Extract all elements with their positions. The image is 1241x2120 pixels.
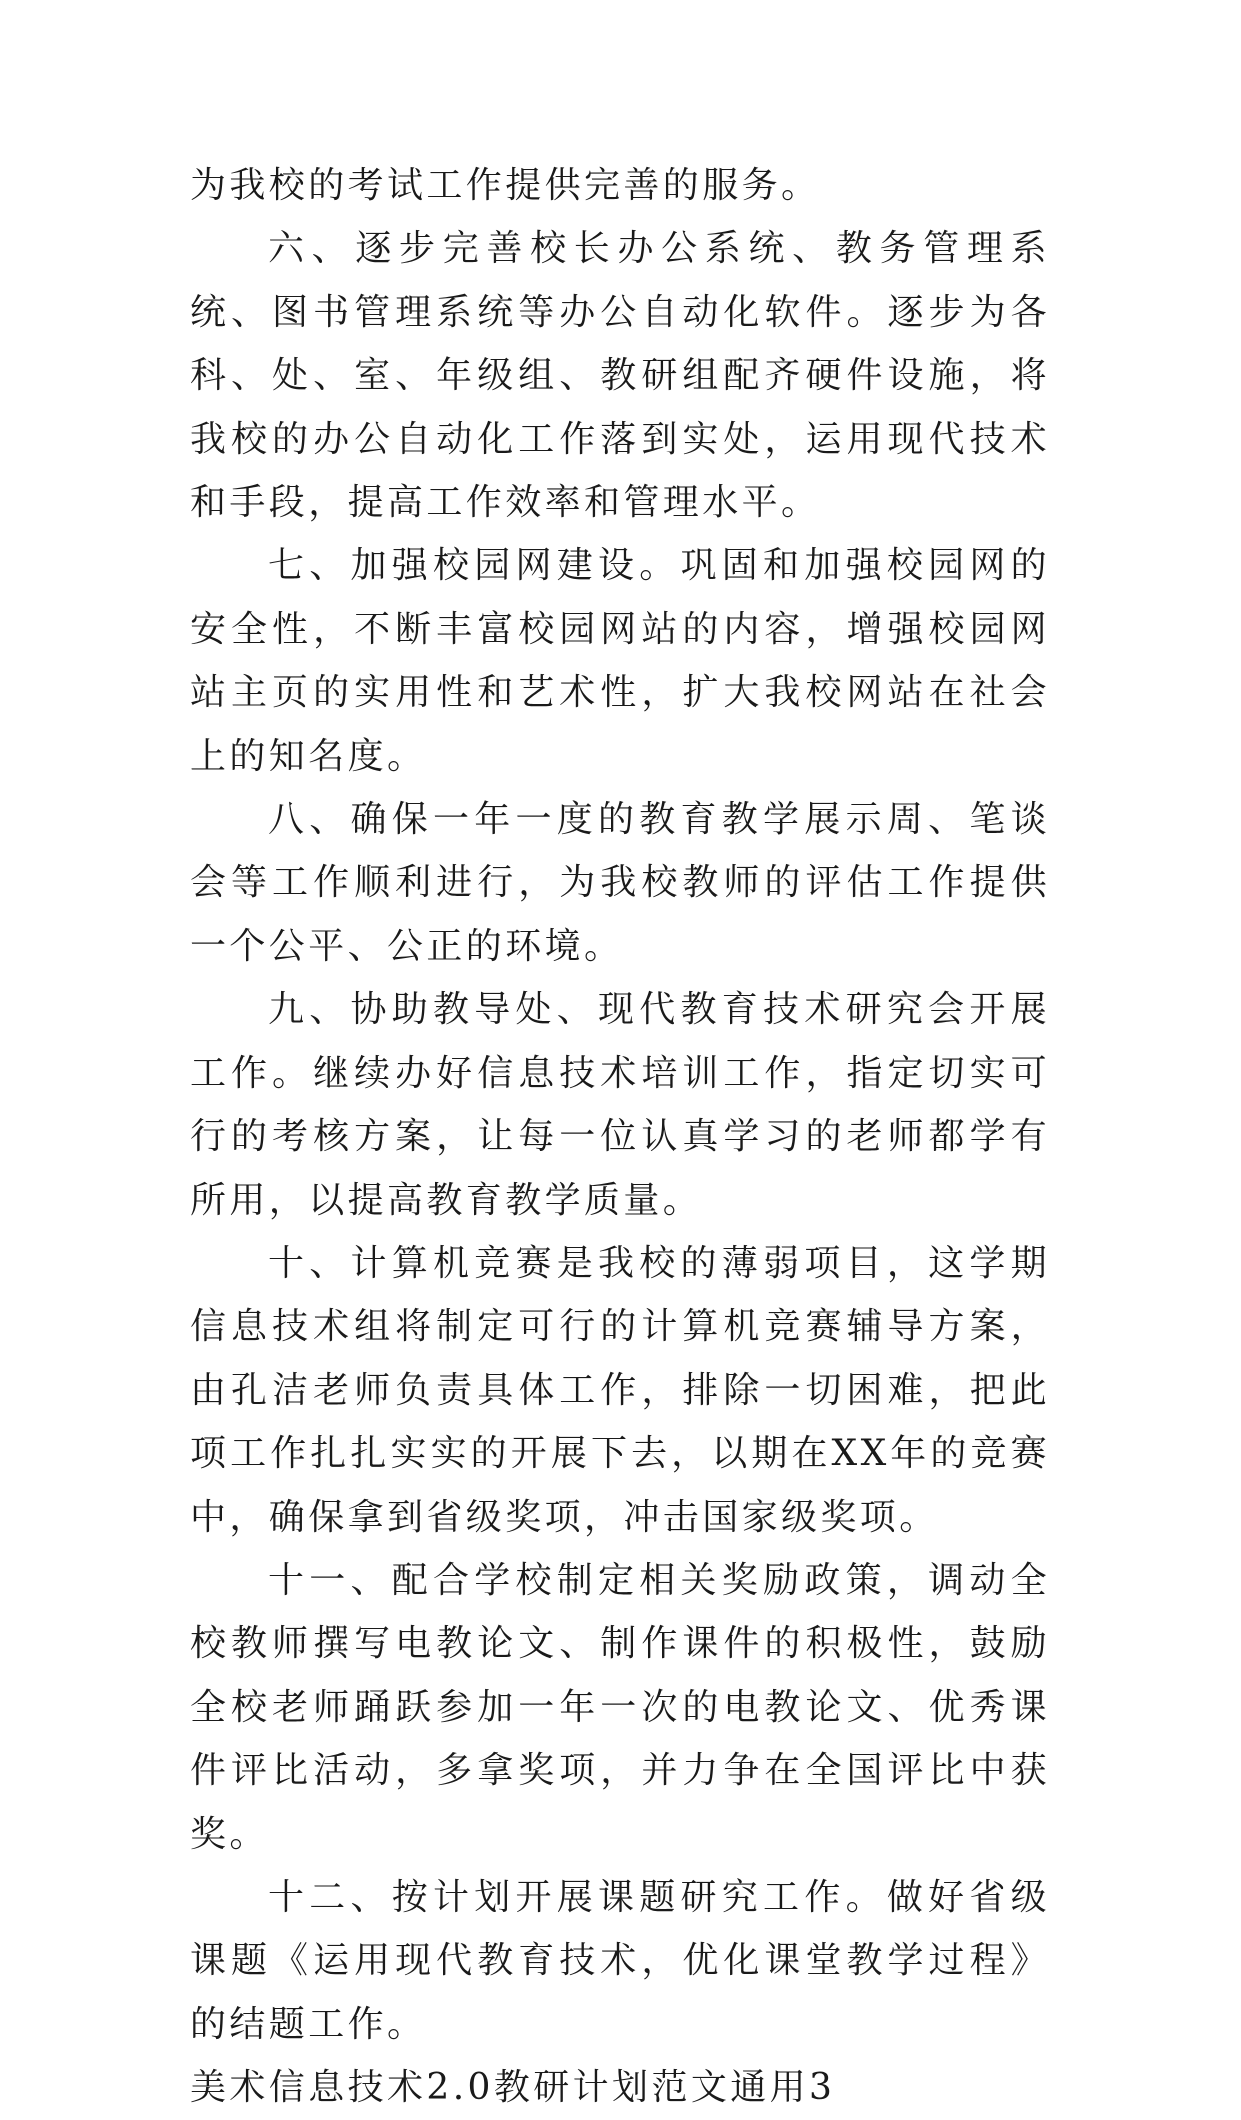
paragraph-5: 十、计算机竞赛是我校的薄弱项目，这学期信息技术组将制定可行的计算机竞赛辅导方案，由孔洁老师负责具体工作，排除一切困难，把此项工作扎扎实实的开展下去，以期在XX年的竞赛中，确保拿到省级奖项，冲击国家级奖项。 xyxy=(190,1242,1050,1538)
paragraph-3: 八、确保一年一度的教育教学展示周、笔谈会等工作顺利进行，为我校教师的评估工作提供一个公平、公正的环境。 xyxy=(190,799,1050,967)
section-heading: 美术信息技术2.0教研计划范文通用3 xyxy=(190,2067,836,2109)
paragraph-7: 十二、按计划开展课题研究工作。做好省级课题《运用现代教育技术，优化课堂教学过程》的结题工作。 xyxy=(190,1876,1050,2045)
paragraph-2: 七、加强校园网建设。巩固和加强校园网的安全性，不断丰富校园网站的内容，增强校园网站主页的实用性和艺术性，扩大我校网站在社会上的知名度。 xyxy=(190,545,1050,777)
document-body xyxy=(190,154,1050,2120)
paragraph-6: 十一、配合学校制定相关奖励政策，调动全校教师撰写电教论文、制作课件的积极性，鼓励全校老师踊跃参加一年一次的电教论文、优秀课件评比活动，多拿奖项，并力争在全国评比中获奖。 xyxy=(190,1559,1050,1855)
paragraph-4: 九、协助教导处、现代教育技术研究会开展工作。继续办好信息技术培训工作，指定切实可行的考核方案，让每一位认真学习的老师都学有所用，以提高教育教学质量。 xyxy=(190,989,1050,1221)
paragraph-0: 为我校的考试工作提供完善的服务。 xyxy=(190,165,821,206)
paragraph-1: 六、逐步完善校长办公系统、教务管理系统、图书管理系统等办公自动化软件。逐步为各科、处、室、年级组、教研组配齐硬件设施，将我校的办公自动化工作落到实处，运用现代技术和手段，提高工作效率和管理水平。 xyxy=(190,228,1050,524)
